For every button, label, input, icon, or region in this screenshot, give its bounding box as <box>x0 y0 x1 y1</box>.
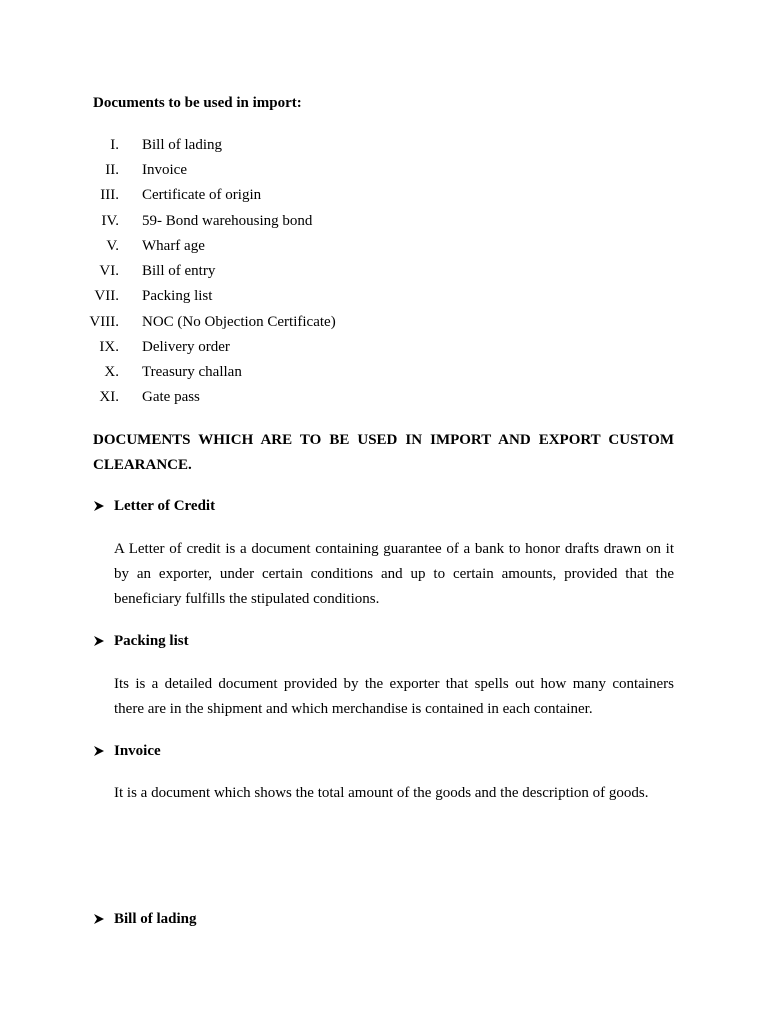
paragraph-line: by an exporter, under certain conditions and up to certain amounts, provided that the <box>114 566 674 582</box>
list-item-label: NOC (No Objection Certificate) <box>142 314 336 330</box>
list-item-number: II. <box>105 162 119 178</box>
list-item-number: VIII. <box>89 314 119 330</box>
list-item-number: X. <box>104 364 119 380</box>
arrowhead-bullet-icon <box>93 635 105 647</box>
section-title-bill-of-lading: Bill of lading <box>114 911 197 927</box>
list-item-number: IV. <box>101 213 119 229</box>
paragraph-line: A Letter of credit is a document containing guarantee of a bank to honor drafts drawn on it <box>114 541 674 557</box>
list-item-label: Delivery order <box>142 339 230 355</box>
arrowhead-bullet-icon <box>93 745 105 757</box>
list-item-number: I. <box>110 137 119 153</box>
list-item-number: VII. <box>94 288 119 304</box>
arrowhead-bullet-icon <box>93 500 105 512</box>
paragraph-line: Its is a detailed document provided by the exporter that spells out how many containers <box>114 676 674 692</box>
list-item-number: III. <box>100 187 119 203</box>
section-title-packing-list: Packing list <box>114 633 189 649</box>
list-item-label: Packing list <box>142 288 213 304</box>
list-item-number: VI. <box>99 263 119 279</box>
list-item-label: Bill of entry <box>142 263 216 279</box>
import-documents-heading: Documents to be used in import: <box>93 95 302 111</box>
list-item-label: Invoice <box>142 162 187 178</box>
list-item-label: Gate pass <box>142 389 200 405</box>
paragraph-line: It is a document which shows the total amount of the goods and the description of goods. <box>114 785 649 801</box>
list-item-number: V. <box>106 238 119 254</box>
paragraph-line: there are in the shipment and which merchandise is contained in each container. <box>114 701 593 717</box>
section-title-invoice: Invoice <box>114 743 161 759</box>
customs-heading-line-1: DOCUMENTS WHICH ARE TO BE USED IN IMPORT AND EXPORT CUSTOM <box>93 432 674 448</box>
list-item-label: Certificate of origin <box>142 187 262 203</box>
section-title-letter-of-credit: Letter of Credit <box>114 498 216 514</box>
arrowhead-bullet-icon <box>93 913 105 925</box>
list-item-label: Treasury challan <box>142 364 242 380</box>
list-item-number: IX. <box>99 339 119 355</box>
list-item-label: 59- Bond warehousing bond <box>142 213 313 229</box>
list-item-number: XI. <box>99 389 119 405</box>
paragraph-line: beneficiary fulfills the stipulated conditions. <box>114 591 380 607</box>
customs-heading-line-2: CLEARANCE. <box>93 457 192 473</box>
list-item-label: Bill of lading <box>142 137 222 153</box>
list-item-label: Wharf age <box>142 238 205 254</box>
